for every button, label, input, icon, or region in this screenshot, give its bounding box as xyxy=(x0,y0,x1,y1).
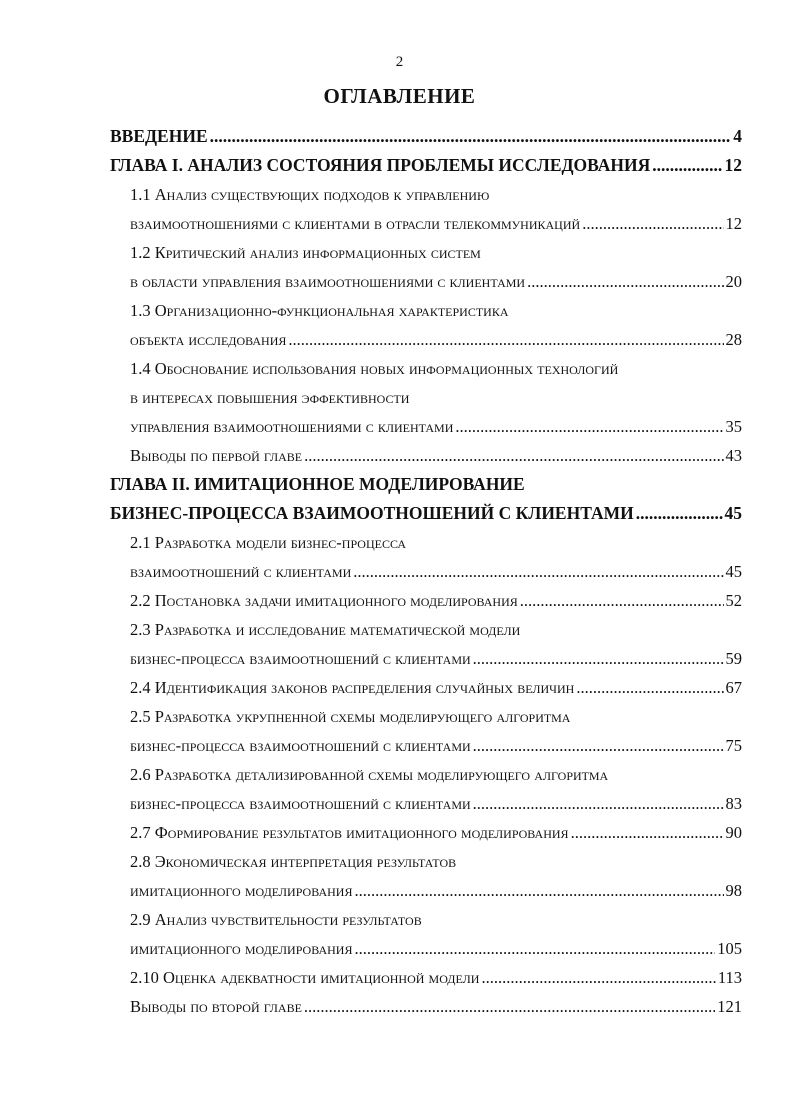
dot-leader xyxy=(576,673,723,702)
toc-entry[interactable] xyxy=(110,470,742,499)
toc-entry-page-number: 105 xyxy=(717,939,742,958)
dot-leader xyxy=(288,325,723,354)
toc-entry[interactable] xyxy=(110,267,742,296)
toc-entry-title: в интересах повышения эффективности xyxy=(130,388,410,407)
toc-entry-title: БИЗНЕС-ПРОЦЕССА ВЗАИМООТНОШЕНИЙ С КЛИЕНТАМИ xyxy=(110,503,634,523)
toc-entry[interactable] xyxy=(110,412,742,441)
dot-leader xyxy=(354,876,723,905)
toc-entry-title: 2.8 Экономическая интерпретация результатов xyxy=(130,852,457,871)
toc-entry-title: 2.10 Оценка адекватности имитационной модели xyxy=(130,968,480,987)
toc-entry[interactable] xyxy=(110,586,742,615)
dot-leader xyxy=(582,209,723,238)
toc-entry[interactable] xyxy=(110,731,742,760)
toc-entry-page-number: 59 xyxy=(725,649,742,668)
dot-leader xyxy=(527,267,723,296)
toc-entry-title: бизнес-процесса взаимоотношений с клиентами xyxy=(130,736,471,755)
toc-entry[interactable] xyxy=(110,789,742,818)
toc-entry[interactable] xyxy=(110,122,742,151)
toc-entry-page-number: 121 xyxy=(717,997,742,1016)
toc-entry-title: Выводы по второй главе xyxy=(130,997,302,1016)
toc-entry-title: объекта исследования xyxy=(130,330,287,349)
toc-entry-title: 1.3 Организационно-функциональная характеристика xyxy=(130,301,509,320)
dot-leader xyxy=(520,586,724,615)
toc-entry-page-number: 12 xyxy=(724,155,742,175)
toc-entry[interactable] xyxy=(110,499,742,528)
toc-entry-title: 2.1 Разработка модели бизнес-процесса xyxy=(130,533,407,552)
toc-entry-title: ГЛАВА II. ИМИТАЦИОННОЕ МОДЕЛИРОВАНИЕ xyxy=(110,474,525,494)
dot-leader xyxy=(473,789,724,818)
toc-entry[interactable] xyxy=(110,441,742,470)
toc-entry-page-number: 113 xyxy=(717,968,742,987)
toc-entry-title: 2.6 Разработка детализированной схемы моделирующего алгоритма xyxy=(130,765,609,784)
toc-entry[interactable] xyxy=(110,702,742,731)
toc-entry[interactable] xyxy=(110,615,742,644)
toc-entry-title: управления взаимоотношениями с клиентами xyxy=(130,417,454,436)
dot-leader xyxy=(210,122,732,151)
toc-entry[interactable] xyxy=(110,296,742,325)
dot-leader xyxy=(455,412,723,441)
dot-leader xyxy=(481,963,715,992)
toc-entry-title: ВВЕДЕНИЕ xyxy=(110,126,208,146)
toc-entry[interactable] xyxy=(110,325,742,354)
toc-entry[interactable] xyxy=(110,180,742,209)
toc-entry-title: 1.2 Критический анализ информационных систем xyxy=(130,243,481,262)
toc-entry-title: имитационного моделирования xyxy=(130,939,353,958)
toc-entry[interactable] xyxy=(110,209,742,238)
toc-entry[interactable] xyxy=(110,818,742,847)
toc-entry-page-number: 45 xyxy=(725,562,742,581)
toc-entry[interactable] xyxy=(110,383,742,412)
toc-entry-page-number: 90 xyxy=(725,823,742,842)
toc-entry[interactable] xyxy=(110,644,742,673)
dot-leader xyxy=(652,151,722,180)
dot-leader xyxy=(304,441,723,470)
toc-entry[interactable] xyxy=(110,760,742,789)
dot-leader xyxy=(353,557,723,586)
toc-entry-title: бизнес-процесса взаимоотношений с клиентами xyxy=(130,649,471,668)
toc-entry-title: 1.4 Обоснование использования новых информационных технологий xyxy=(130,359,619,378)
toc-entry-title: 2.7 Формирование результатов имитационного моделирования xyxy=(130,823,569,842)
toc-entry-title: 2.4 Идентификация законов распределения случайных величин xyxy=(130,678,575,697)
dot-leader xyxy=(571,818,724,847)
toc-entry[interactable] xyxy=(110,847,742,876)
toc-entry[interactable] xyxy=(110,673,742,702)
toc-entry-page-number: 12 xyxy=(725,214,742,233)
toc-entry[interactable] xyxy=(110,354,742,383)
toc-entry[interactable] xyxy=(110,905,742,934)
toc-entry[interactable] xyxy=(110,557,742,586)
toc-entry-page-number: 43 xyxy=(725,446,742,465)
toc-entry-page-number: 67 xyxy=(725,678,742,697)
toc-entry-page-number: 35 xyxy=(725,417,742,436)
dot-leader xyxy=(354,934,715,963)
toc-entry-page-number: 52 xyxy=(725,591,742,610)
page-title: ОГЛАВЛЕНИЕ xyxy=(323,84,476,108)
toc-entry-title: в области управления взаимоотношениями с клиентами xyxy=(130,272,526,291)
dot-leader xyxy=(473,731,724,760)
dot-leader xyxy=(636,499,723,528)
toc-entry-page-number: 28 xyxy=(725,330,742,349)
toc-entry-title: 1.1 Анализ существующих подходов к управлению xyxy=(130,185,490,204)
toc-entry-title: бизнес-процесса взаимоотношений с клиентами xyxy=(130,794,471,813)
toc-entry-title: 2.9 Анализ чувствительности результатов xyxy=(130,910,422,929)
toc-entry-page-number: 83 xyxy=(725,794,742,813)
toc-entry-page-number: 4 xyxy=(733,126,742,146)
toc-entry-page-number: 20 xyxy=(725,272,742,291)
toc-entry[interactable] xyxy=(110,963,742,992)
toc-entry[interactable] xyxy=(110,151,742,180)
toc-entry-page-number: 98 xyxy=(725,881,742,900)
toc-entry-title: 2.5 Разработка укрупненной схемы моделирующего алгоритма xyxy=(130,707,571,726)
toc-entry-page-number: 75 xyxy=(725,736,742,755)
toc-entry-title: 2.2 Постановка задачи имитационного моделирования xyxy=(130,591,518,610)
toc-entry-page-number: 45 xyxy=(724,503,742,523)
toc-entry[interactable] xyxy=(110,876,742,905)
toc-entry[interactable] xyxy=(110,528,742,557)
page-number: 2 xyxy=(395,54,404,70)
dot-leader xyxy=(304,992,715,1021)
toc-entry-title: ГЛАВА I. АНАЛИЗ СОСТОЯНИЯ ПРОБЛЕМЫ ИССЛЕДОВАНИЯ xyxy=(110,155,651,175)
toc-entry-title: взаимоотношений с клиентами xyxy=(130,562,352,581)
toc-entry-title: имитационного моделирования xyxy=(130,881,353,900)
table-of-contents xyxy=(110,122,742,1021)
toc-entry-title: взаимоотношениями с клиентами в отрасли телекоммуникаций xyxy=(130,214,581,233)
toc-entry[interactable] xyxy=(110,992,742,1021)
toc-entry[interactable] xyxy=(110,238,742,267)
toc-entry[interactable] xyxy=(110,934,742,963)
dot-leader xyxy=(473,644,724,673)
toc-entry-title: Выводы по первой главе xyxy=(130,446,303,465)
toc-entry-title: 2.3 Разработка и исследование математической модели xyxy=(130,620,521,639)
